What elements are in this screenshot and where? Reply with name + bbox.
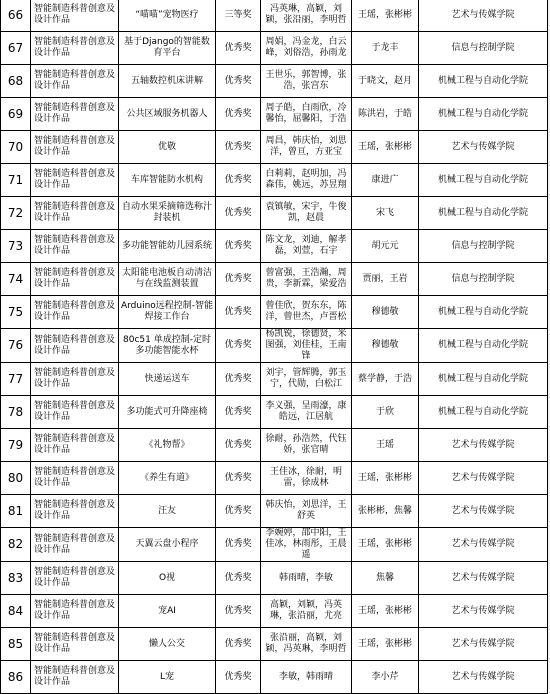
advisor-cell: 于晓文，赵月	[352, 65, 419, 98]
team-members-cell: 周昌，韩庆怡，刘思洋，曾亘，方亚宝	[261, 131, 352, 164]
college-cell: 机械工程与自动化学院	[419, 65, 548, 98]
college-cell: 艺术与传媒学院	[419, 462, 548, 495]
award-level-cell: 优秀奖	[216, 32, 261, 65]
category-cell: 智能制造科普创意及设计作品	[31, 296, 119, 329]
advisor-cell: 王瑶，张彬彬	[352, 528, 419, 562]
table-row	[1, 0, 548, 32]
team-members-cell: 李义强，呈雨濠，康皓远，江居航	[261, 396, 352, 429]
award-level-cell: 优秀奖	[216, 164, 261, 197]
work-title-cell: 优敬	[119, 131, 216, 164]
entry-number-cell: 71	[1, 164, 31, 197]
entry-number-cell: 84	[1, 595, 31, 628]
table-row	[1, 462, 548, 495]
award-level-cell: 优秀奖	[216, 65, 261, 98]
award-level-cell: 优秀奖	[216, 628, 261, 661]
college-cell: 信息与控制学院	[419, 230, 548, 263]
table-row	[1, 263, 548, 296]
table-row	[1, 396, 548, 429]
work-title-cell: 汪友	[119, 495, 216, 528]
college-cell: 信息与控制学院	[419, 263, 548, 296]
category-cell: 智能制造科普创意及设计作品	[31, 661, 119, 694]
category-cell: 智能制造科普创意及设计作品	[31, 429, 119, 462]
entry-number-cell: 80	[1, 462, 31, 495]
table-row	[1, 230, 548, 263]
advisor-cell: 王瑶，张彬彬	[352, 462, 419, 495]
table-row	[1, 628, 548, 661]
entry-number-cell: 82	[1, 528, 31, 562]
work-title-cell: “喵喵”宠物医疗	[119, 0, 216, 32]
advisor-cell: 康进广	[352, 164, 419, 197]
college-cell: 艺术与传媒学院	[419, 661, 548, 694]
table-row	[1, 429, 548, 462]
team-members-cell: 高颖，刘颖，冯英琳，张沿丽，尤亮	[261, 595, 352, 628]
team-members-cell: 曾富强，王浩瀚，周贵，李新霖，梁爱浩	[261, 263, 352, 296]
team-members-cell: 王世乐，郭智博，张浩，张宫东	[261, 65, 352, 98]
advisor-cell: 王瑶	[352, 429, 419, 462]
advisor-cell: 宋飞	[352, 197, 419, 230]
college-cell: 艺术与传媒学院	[419, 562, 548, 595]
table-row	[1, 595, 548, 628]
category-cell: 智能制造科普创意及设计作品	[31, 495, 119, 528]
entry-number-cell: 86	[1, 661, 31, 694]
award-level-cell: 优秀奖	[216, 528, 261, 562]
award-level-cell: 优秀奖	[216, 595, 261, 628]
award-level-cell: 优秀奖	[216, 296, 261, 329]
work-title-cell: 80c51 单成控制-定时多功能智能水杯	[119, 329, 216, 363]
award-level-cell: 优秀奖	[216, 230, 261, 263]
award-level-cell: 优秀奖	[216, 131, 261, 164]
team-members-cell: 刘宇，管辉腾，郭玉宁，代勋，白松江	[261, 363, 352, 396]
entry-number-cell: 72	[1, 197, 31, 230]
team-members-cell: 韩雨晴，李敏	[261, 562, 352, 595]
table-row	[1, 65, 548, 98]
category-cell: 智能制造科普创意及设计作品	[31, 528, 119, 562]
work-title-cell: Arduino远程控制-智能焊接工作台	[119, 296, 216, 329]
award-level-cell: 优秀奖	[216, 562, 261, 595]
college-cell: 机械工程与自动化学院	[419, 197, 548, 230]
entry-number-cell: 67	[1, 32, 31, 65]
team-members-cell: 白莉莉，赵明加，冯森伟，姚远，苏昱翔	[261, 164, 352, 197]
category-cell: 智能制造科普创意及设计作品	[31, 562, 119, 595]
entry-number-cell: 75	[1, 296, 31, 329]
advisor-cell: 贾丽，王岩	[352, 263, 419, 296]
team-members-cell: 周娟，冯金龙，白云峰，刘俗浩，孙雨龙	[261, 32, 352, 65]
award-level-cell: 优秀奖	[216, 197, 261, 230]
college-cell: 机械工程与自动化学院	[419, 396, 548, 429]
work-title-cell: 五轴数控机床讲解	[119, 65, 216, 98]
advisor-cell: 王瑶，张彬彬	[352, 595, 419, 628]
table-row	[1, 98, 548, 131]
category-cell: 智能制造科普创意及设计作品	[31, 32, 119, 65]
award-level-cell: 优秀奖	[216, 462, 261, 495]
team-members-cell: 张沿丽，高颖，刘颖，冯英琳，李明哲	[261, 628, 352, 661]
award-level-cell: 优秀奖	[216, 263, 261, 296]
table-row	[1, 329, 548, 363]
work-title-cell: 车库智能防水机构	[119, 164, 216, 197]
table-row	[1, 131, 548, 164]
entry-number-cell: 85	[1, 628, 31, 661]
team-members-cell: 李婉婷，邵中阳，王佳冰，林雨彤，王晨遥	[261, 528, 352, 562]
entry-number-cell: 79	[1, 429, 31, 462]
category-cell: 智能制造科普创意及设计作品	[31, 164, 119, 197]
entry-number-cell: 83	[1, 562, 31, 595]
entry-number-cell: 78	[1, 396, 31, 429]
entry-number-cell: 81	[1, 495, 31, 528]
work-title-cell: 快递运送车	[119, 363, 216, 396]
work-title-cell: 《礼物帮》	[119, 429, 216, 462]
category-cell: 智能制造科普创意及设计作品	[31, 263, 119, 296]
advisor-cell: 王瑶，张彬彬	[352, 0, 419, 32]
award-level-cell: 优秀奖	[216, 363, 261, 396]
team-members-cell: 陈文龙，刘迪，解孝磊，刘萱，石宇	[261, 230, 352, 263]
category-cell: 智能制造科普创意及设计作品	[31, 65, 119, 98]
work-title-cell: 天翼云盘小程序	[119, 528, 216, 562]
college-cell: 艺术与传媒学院	[419, 528, 548, 562]
table-row	[1, 562, 548, 595]
category-cell: 智能制造科普创意及设计作品	[31, 462, 119, 495]
category-cell: 智能制造科普创意及设计作品	[31, 0, 119, 32]
team-members-cell: 王佳冰，徐耐，明雷，徐成林	[261, 462, 352, 495]
college-cell: 艺术与传媒学院	[419, 628, 548, 661]
table-row	[1, 197, 548, 230]
table-row	[1, 363, 548, 396]
work-title-cell: 宠AI	[119, 595, 216, 628]
advisor-cell: 胡元元	[352, 230, 419, 263]
work-title-cell: 基于Django的智能数育平台	[119, 32, 216, 65]
team-members-cell: 李敏，韩雨晴	[261, 661, 352, 694]
work-title-cell: 自动水果采摘筛选称汁封装机	[119, 197, 216, 230]
college-cell: 机械工程与自动化学院	[419, 329, 548, 363]
work-title-cell: L宠	[119, 661, 216, 694]
advisor-cell: 于欣	[352, 396, 419, 429]
category-cell: 智能制造科普创意及设计作品	[31, 329, 119, 363]
work-title-cell: O视	[119, 562, 216, 595]
award-level-cell: 优秀奖	[216, 429, 261, 462]
category-cell: 智能制造科普创意及设计作品	[31, 396, 119, 429]
entry-number-cell: 69	[1, 98, 31, 131]
entry-number-cell: 77	[1, 363, 31, 396]
category-cell: 智能制造科普创意及设计作品	[31, 98, 119, 131]
table-row	[1, 164, 548, 197]
award-level-cell: 优秀奖	[216, 396, 261, 429]
award-table-body	[1, 0, 548, 694]
award-level-cell: 优秀奖	[216, 661, 261, 694]
table-row	[1, 32, 548, 65]
entry-number-cell: 68	[1, 65, 31, 98]
college-cell: 机械工程与自动化学院	[419, 98, 548, 131]
advisor-cell: 陈洪岩，于皓	[352, 98, 419, 131]
category-cell: 智能制造科普创意及设计作品	[31, 628, 119, 661]
advisor-cell: 于龙丰	[352, 32, 419, 65]
college-cell: 信息与控制学院	[419, 32, 548, 65]
college-cell: 机械工程与自动化学院	[419, 363, 548, 396]
category-cell: 智能制造科普创意及设计作品	[31, 230, 119, 263]
category-cell: 智能制造科普创意及设计作品	[31, 595, 119, 628]
work-title-cell: 懒人公交	[119, 628, 216, 661]
award-level-cell: 优秀奖	[216, 329, 261, 363]
award-level-cell: 三等奖	[216, 0, 261, 32]
advisor-cell: 蔡学静，于浩	[352, 363, 419, 396]
college-cell: 艺术与传媒学院	[419, 429, 548, 462]
team-members-cell: 韩庆怡，刘思洋，王舒英	[261, 495, 352, 528]
advisor-cell: 穆德敬	[352, 329, 419, 363]
college-cell: 艺术与传媒学院	[419, 131, 548, 164]
entry-number-cell: 73	[1, 230, 31, 263]
college-cell: 艺术与传媒学院	[419, 595, 548, 628]
entry-number-cell: 74	[1, 263, 31, 296]
advisor-cell: 李小芹	[352, 661, 419, 694]
advisor-cell: 穆德敬	[352, 296, 419, 329]
team-members-cell: 袁镇敏，宋宇，牛俊凯，赵晨	[261, 197, 352, 230]
entry-number-cell: 66	[1, 0, 31, 32]
advisor-cell: 王瑶，张彬彬	[352, 628, 419, 661]
category-cell: 智能制造科普创意及设计作品	[31, 197, 119, 230]
college-cell: 机械工程与自动化学院	[419, 296, 548, 329]
work-title-cell: 多功能智能幼儿园系统	[119, 230, 216, 263]
college-cell: 艺术与传媒学院	[419, 0, 548, 32]
team-members-cell: 周子皓，白雨欣，冷馨怡，屈馨阳，于浩	[261, 98, 352, 131]
work-title-cell: 多功能式可升降座椅	[119, 396, 216, 429]
work-title-cell: 《养生有道》	[119, 462, 216, 495]
category-cell: 智能制造科普创意及设计作品	[31, 131, 119, 164]
table-row	[1, 495, 548, 528]
table-row	[1, 528, 548, 562]
advisor-cell: 王瑶，张彬彬	[352, 131, 419, 164]
team-members-cell: 冯英琳，高颖，刘颖，张沿丽，李明哲	[261, 0, 352, 32]
work-title-cell: 太阳能电池板自动清洁与在线监测装置	[119, 263, 216, 296]
category-cell: 智能制造科普创意及设计作品	[31, 363, 119, 396]
team-members-cell: 曾佳欣，贺东东，陈洋，曾世杰，卢晋松	[261, 296, 352, 329]
award-level-cell: 优秀奖	[216, 98, 261, 131]
college-cell: 机械工程与自动化学院	[419, 164, 548, 197]
team-members-cell: 杨凯锐，徐德贤，米图强，刘佳桂，王南锋	[261, 329, 352, 363]
team-members-cell: 徐耐，孙浩然，代钰娇，张官晴	[261, 429, 352, 462]
table-row	[1, 296, 548, 329]
entry-number-cell: 70	[1, 131, 31, 164]
college-cell: 艺术与传媒学院	[419, 495, 548, 528]
advisor-cell: 焦馨	[352, 562, 419, 595]
entry-number-cell: 76	[1, 329, 31, 363]
work-title-cell: 公共区域服务机器人	[119, 98, 216, 131]
advisor-cell: 张彬彬，焦馨	[352, 495, 419, 528]
award-level-cell: 优秀奖	[216, 495, 261, 528]
